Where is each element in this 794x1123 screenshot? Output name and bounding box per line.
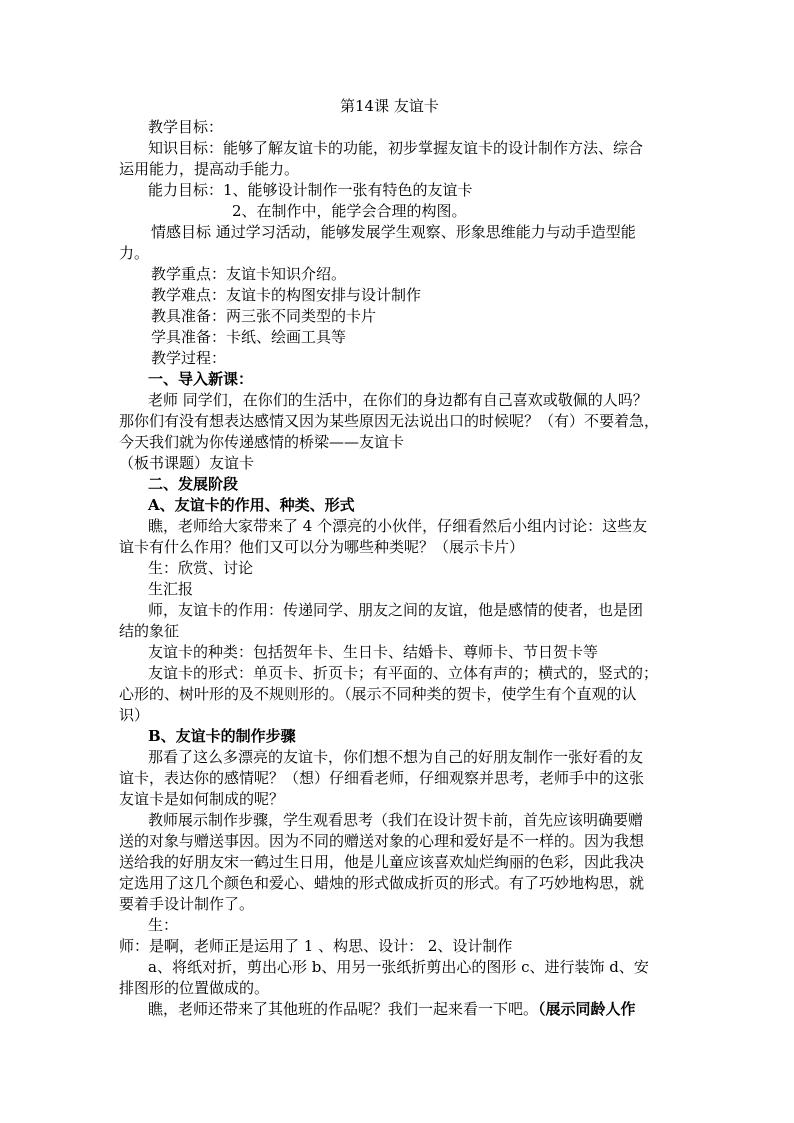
text-line: 要着手设计制作了。 bbox=[119, 895, 255, 913]
text-line: 2、在制作中，能学会合理的构图。 bbox=[232, 202, 467, 220]
text-line: 那你们有没有想表达感情又因为某些原因无法说出口的时候呢？（有）不要着急， bbox=[119, 412, 660, 430]
text-line: 友谊卡是如何制成的呢？ bbox=[119, 790, 285, 808]
text-line: 生： bbox=[148, 916, 179, 934]
text-line: 送给我的好朋友宋一鹤过生日用，他是儿童应该喜欢灿烂绚丽的色彩，因此我决 bbox=[119, 853, 645, 871]
section-heading: 一、导入新课： bbox=[148, 370, 254, 388]
text-line: 谊卡有什么作用？他们又可以分为哪些种类呢？（展示卡片） bbox=[119, 538, 525, 556]
text-line: 教学目标： bbox=[148, 118, 224, 136]
text-line: 教学重点：友谊卡知识介绍。 bbox=[151, 265, 347, 283]
subsection-heading: A、友谊卡的作用、种类、形式 bbox=[148, 496, 355, 514]
text-line: 排图形的位置做成的。 bbox=[119, 979, 270, 997]
text-line: 教师展示制作步骤，学生观看思考（我们在设计贺卡前，首先应该明确要赠 bbox=[148, 811, 644, 829]
subsection-heading: B、友谊卡的制作步骤 bbox=[148, 727, 296, 745]
text-line: 力。 bbox=[119, 244, 150, 262]
text-line: 学具准备：卡纸、绘画工具等 bbox=[151, 328, 347, 346]
text-line: 老师 同学们，在你们的生活中，在你们的身边都有自己喜欢或敬佩的人吗？ bbox=[148, 391, 648, 409]
section-heading: 二、发展阶段 bbox=[148, 475, 239, 493]
text-line: 瞧，老师给大家带来了 4 个漂亮的小伙伴，仔细看然后小组内讨论：这些友 bbox=[148, 517, 648, 535]
text-line: 教具准备：两三张不同类型的卡片 bbox=[151, 307, 377, 325]
text-line: 定选用了这几个颜色和爱心、蜡烛的形式做成折页的形式。有了巧妙地构思，就 bbox=[119, 874, 645, 892]
text-line: 友谊卡的种类：包括贺年卡、生日卡、结婚卡、尊师卡、节日贺卡等 bbox=[148, 643, 599, 661]
text-line: 送的对象与赠送事因。因为不同的赠送对象的心理和爱好是不一样的。因为我想 bbox=[119, 832, 645, 850]
text-line: 生汇报 bbox=[148, 580, 194, 598]
text-line: 谊卡，表达你的感情呢？（想）仔细看老师，仔细观察并思考，老师手中的这张 bbox=[119, 769, 645, 787]
lesson-title: 第14课 友谊卡 bbox=[340, 97, 439, 115]
text-line: 友谊卡的形式：单页卡、折页卡；有平面的、立体有声的；横式的，竖式的； bbox=[148, 664, 659, 682]
text-line: 结的象征 bbox=[119, 622, 180, 640]
text-line: 今天我们就为你传递感情的桥梁——友谊卡 bbox=[119, 433, 405, 451]
text-line: （板书课题）友谊卡 bbox=[119, 454, 255, 472]
text-line bbox=[148, 999, 636, 1019]
text-line: 能力目标：1、能够设计制作一张有特色的友谊卡 bbox=[148, 181, 473, 199]
text-line: 运用能力，提高动手能力。 bbox=[119, 160, 300, 178]
text-line: a、将纸对折，剪出心形 b、用另一张纸折剪出心的图形 c、进行装饰 d、安 bbox=[148, 958, 649, 976]
text-line-bold: （展示同龄人作 bbox=[538, 1000, 636, 1018]
text-line: 生：欣赏、讨论 bbox=[148, 559, 254, 577]
text-line: 师，友谊卡的作用：传递同学、朋友之间的友谊，他是感情的使者，也是团 bbox=[148, 601, 644, 619]
text-line: 知识目标：能够了解友谊卡的功能，初步掌握友谊卡的设计制作方法、综合 bbox=[148, 139, 644, 157]
text-line: 师：是啊，老师正是运用了 1 、构思、设计： 2、设计制作 bbox=[119, 937, 513, 955]
text-line: 识） bbox=[119, 706, 150, 724]
text-line: 那看了这么多漂亮的友谊卡，你们想不想为自己的好朋友制作一张好看的友 bbox=[148, 748, 644, 766]
text-line: 情感目标 通过学习活动，能够发展学生观察、形象思维能力与动手造型能 bbox=[151, 223, 636, 241]
text-line: 心形的、树叶形的及不规则形的。（展示不同种类的贺卡，使学生有个直观的认 bbox=[119, 685, 637, 703]
text-line-regular: 瞧，老师还带来了其他班的作品呢？我们一起来看一下吧。 bbox=[148, 1000, 539, 1018]
text-line: 教学过程： bbox=[151, 349, 227, 367]
text-line: 教学难点：友谊卡的构图安排与设计制作 bbox=[151, 286, 422, 304]
